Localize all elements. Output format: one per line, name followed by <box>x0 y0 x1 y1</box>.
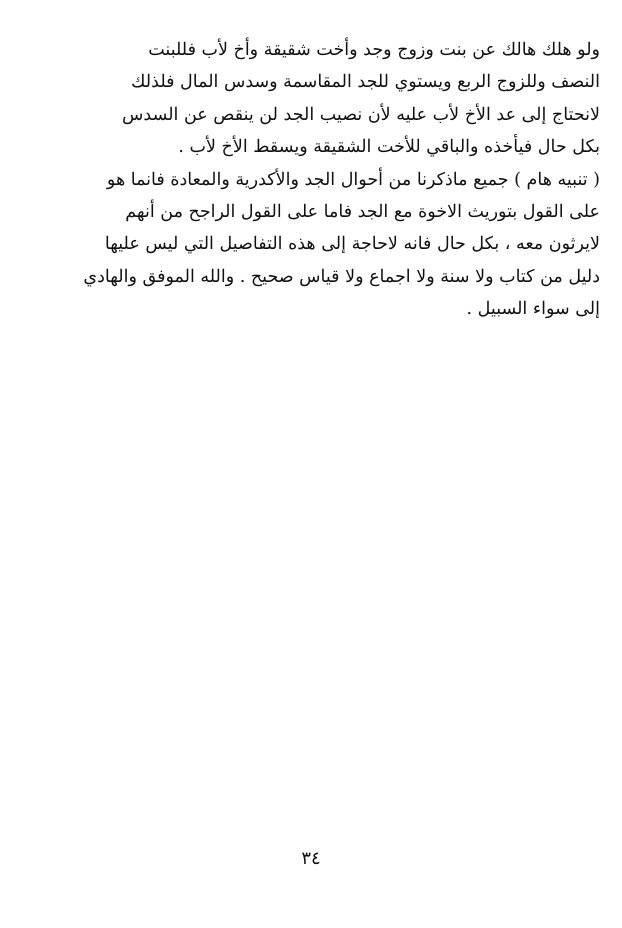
text-line: النصف وللزوج الربع ويستوي للجد المقاسمة وسدس المال فلذلك <box>131 72 600 93</box>
text-line: ( تنبيه هام ) جميع ماذكرنا من أحوال الجد والأكدرية والمعادة فانما هو <box>106 169 600 190</box>
text-line: على القول بتوريث الاخوة مع الجد فاما على القول الراجح من أنهم <box>125 201 600 222</box>
page-number: ٣٤ <box>301 848 321 869</box>
body-text <box>40 34 600 326</box>
text-line: لانحتاج إلى عد الأخ لأب عليه لأن نصيب الجد لن ينقص عن السدس <box>122 104 600 125</box>
text-line: بكل حال فيأخذه والباقي للأخت الشقيقة ويسقط الأخ لأب . <box>178 137 600 158</box>
text-line: دليل من كتاب ولا سنة ولا اجماع ولا قياس صحيح . والله الموفق والهادي <box>83 266 600 287</box>
text-line: ولو هلك هالك عن بنت وزوج وجد وأخت شقيقة وأخ لأب فللبنت <box>148 40 600 60</box>
text-line: لايرثون معه ، بكل حال فانه لاحاجة إلى هذه التفاصيل التي ليس عليها <box>104 234 600 255</box>
text-line: إلى سواء السبيل . <box>466 299 600 320</box>
